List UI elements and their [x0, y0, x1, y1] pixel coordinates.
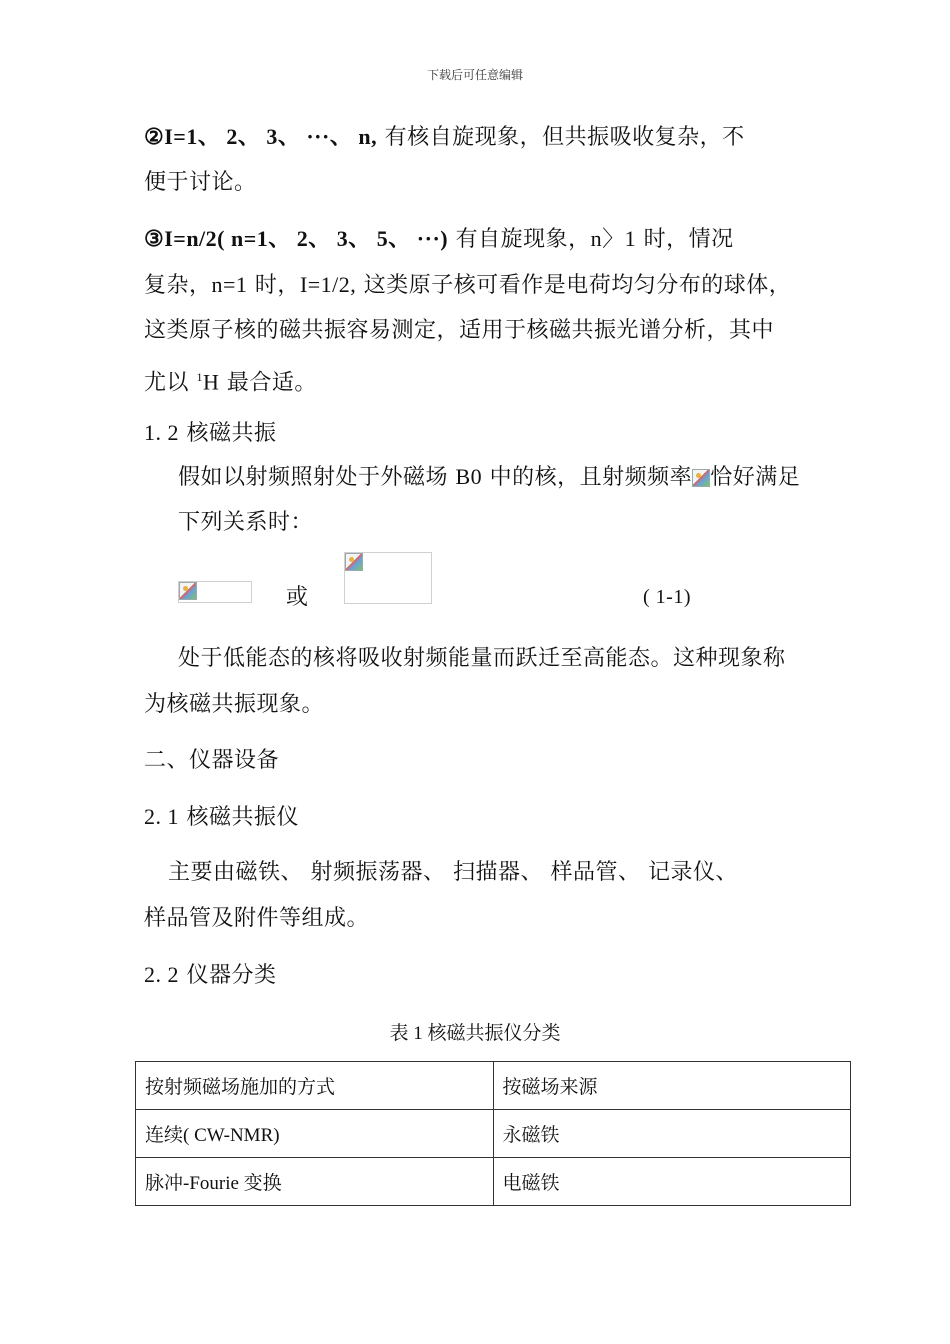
inline-formula: I=1/2, [299, 272, 357, 297]
section-number: 2. 1 [144, 804, 179, 829]
section-title: 仪器分类 [179, 963, 277, 988]
section-1-2-after-line-2: 为核磁共振现象。 [144, 692, 325, 717]
paragraph-text: 假如以射频照射处于外磁场 [178, 465, 456, 490]
table-row [136, 1062, 851, 1110]
nmr-classification-table [135, 1061, 851, 1206]
inline-formula: B0 [455, 464, 483, 489]
page-header-note: 下载后可任意编辑 [426, 68, 523, 82]
broken-image-icon [179, 582, 197, 600]
paragraph-text: 最合适。 [219, 370, 317, 396]
table-caption: 表 1 核磁共振仪分类 [389, 1023, 561, 1044]
section-number: 2. 2 [144, 962, 179, 987]
section-2-1-body-line-2: 样品管及附件等组成。 [144, 906, 370, 931]
section-heading-2-2 [144, 960, 277, 991]
paragraph-text: 时，情况 [636, 227, 734, 252]
inline-formula: n〉1 [590, 226, 637, 251]
paragraph-text: 时， [247, 273, 300, 298]
paragraph-3-line-1 [144, 224, 734, 255]
paragraph-3-line-4 [144, 362, 317, 398]
spin-quantum-values: ②I=1、 2、 3、 ···、 n, [144, 124, 378, 149]
broken-image-icon [692, 469, 710, 487]
equation-image-placeholder [178, 581, 252, 603]
table-cell: 连续( CW-NMR) [136, 1110, 494, 1158]
paragraph-text: 这类原子核可看作是电荷均匀分布的球体， [356, 273, 792, 298]
section-1-2-body-line-2: 下列关系时： [178, 510, 314, 535]
paragraph-2-line-1 [144, 122, 745, 153]
broken-image-icon [345, 553, 363, 571]
or-word: 或 [286, 585, 309, 610]
paragraph-text: 有自旋现象， [448, 227, 591, 252]
paragraph-3-line-2 [144, 270, 791, 301]
superscript: 1 [196, 370, 203, 384]
section-2-1-body-line-1: 主要由磁铁、 射频振荡器、 扫描器、 样品管、 记录仪、 [168, 860, 738, 885]
table-row [136, 1110, 851, 1158]
section-heading-1-2 [144, 418, 277, 449]
paragraph-text: 尤以 [144, 370, 197, 396]
table-cell: 永磁铁 [493, 1110, 850, 1158]
paragraph-3-line-3: 这类原子核的磁共振容易测定，适用于核磁共振光谱分析，其中 [144, 318, 775, 343]
paragraph-text: 中的核，且射频频率 [482, 465, 693, 490]
equation-number: ( 1-1) [643, 586, 691, 608]
table-row [136, 1158, 851, 1206]
section-1-2-body-line-1 [178, 462, 800, 493]
section-heading-2-1 [144, 802, 299, 833]
paragraph-text: 有核自旋现象，但共振吸收复杂，不 [377, 125, 745, 150]
section-1-2-after-line-1: 处于低能态的核将吸收射频能量而跃迁至高能态。这种现象称 [178, 646, 786, 671]
section-heading-2: 二、仪器设备 [144, 748, 280, 773]
table-cell: 按射频磁场施加的方式 [136, 1062, 494, 1110]
equation-image-placeholder [344, 552, 432, 604]
table-cell: 按磁场来源 [493, 1062, 850, 1110]
section-number: 1. 2 [144, 420, 179, 445]
table-cell: 电磁铁 [493, 1158, 850, 1206]
inline-formula: H [203, 369, 220, 395]
section-title: 核磁共振仪 [179, 805, 299, 830]
paragraph-text: 复杂， [144, 273, 212, 298]
paragraph-text: 恰好满足 [710, 465, 801, 490]
inline-formula: n=1 [211, 272, 248, 297]
table-cell: 脉冲-Fourie 变换 [136, 1158, 494, 1206]
section-title: 核磁共振 [179, 421, 277, 446]
paragraph-2-line-2: 便于讨论。 [144, 170, 257, 195]
spin-half-values: ③I=n/2( n=1、 2、 3、 5、 ···) [144, 226, 449, 251]
